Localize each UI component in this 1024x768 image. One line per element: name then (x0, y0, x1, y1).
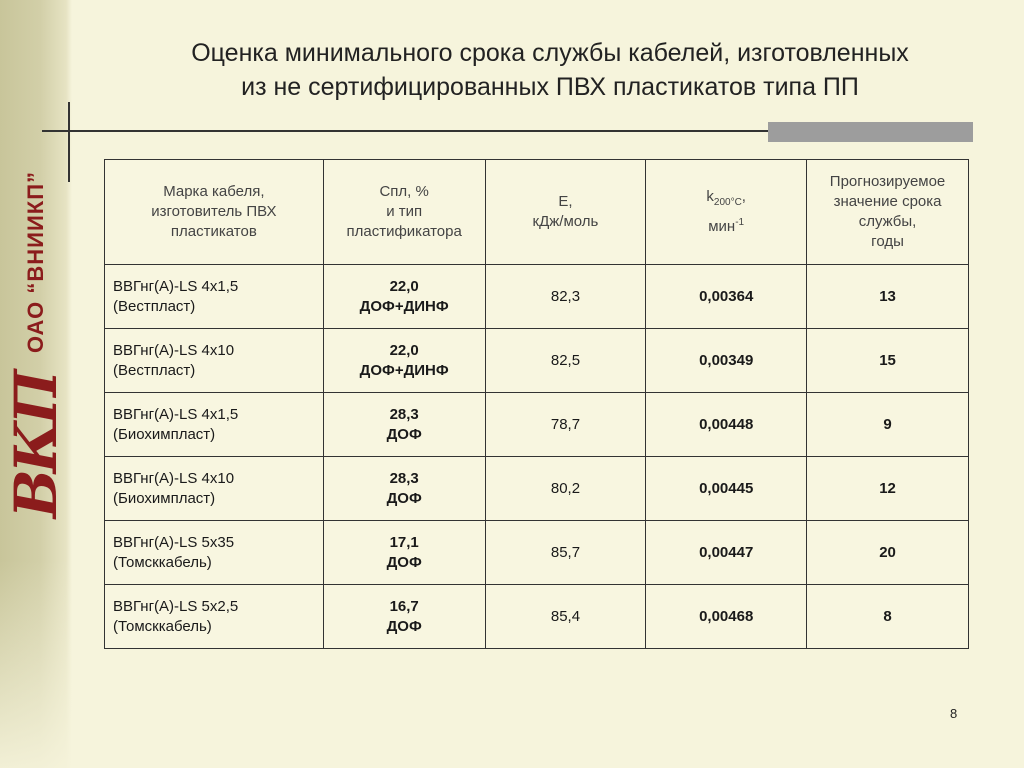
cell-brand: ВВГнг(А)-LS 5х2,5 (Томсккабель) (105, 585, 324, 649)
cell-k: 0,00468 (646, 585, 807, 649)
title-line-1: Оценка минимального срока службы кабелей, изготовленных (191, 39, 909, 67)
header-life: Прогнозируемое значение срока службы, годы (807, 160, 969, 265)
cell-energy: 82,3 (485, 265, 646, 329)
cell-life: 9 (807, 393, 969, 457)
cell-life: 20 (807, 521, 969, 585)
cell-energy: 85,7 (485, 521, 646, 585)
cell-life: 12 (807, 457, 969, 521)
cell-life: 8 (807, 585, 969, 649)
band-fade (0, 560, 72, 768)
cell-brand: ВВГнг(А)-LS 4х10 (Вестпласт) (105, 329, 324, 393)
cell-k: 0,00445 (646, 457, 807, 521)
logo-text: ВКП (2, 373, 70, 519)
cell-brand: ВВГнг(А)-LS 4х1,5 (Биохимпласт) (105, 393, 324, 457)
vertical-divider (68, 102, 70, 182)
cell-spl: 22,0 ДОФ+ДИНФ (323, 329, 485, 393)
header-k: $k_{200^\circ С}$, мин$^{-1}$ (646, 160, 807, 265)
header-brand: Марка кабеля, изготовитель ПВХ пластикатов (105, 160, 324, 265)
cell-spl: 17,1 ДОФ (323, 521, 485, 585)
cell-life: 15 (807, 329, 969, 393)
company-logo (2, 374, 70, 519)
cell-energy: 82,5 (485, 329, 646, 393)
cell-spl: 28,3 ДОФ (323, 457, 485, 521)
table-row (105, 585, 969, 649)
table-row (105, 329, 969, 393)
cell-k: 0,00364 (646, 265, 807, 329)
cell-life: 13 (807, 265, 969, 329)
cell-spl: 22,0 ДОФ+ДИНФ (323, 265, 485, 329)
table-row (105, 521, 969, 585)
cell-k: 0,00447 (646, 521, 807, 585)
table-row (105, 265, 969, 329)
cell-brand: ВВГнг(А)-LS 4х10 (Биохимпласт) (105, 457, 324, 521)
cell-energy: 85,4 (485, 585, 646, 649)
slide-title (100, 36, 1000, 104)
header-energy: Е, кДж/моль (485, 160, 646, 265)
table-row (105, 457, 969, 521)
cable-life-table (104, 159, 969, 649)
cell-brand: ВВГнг(А)-LS 4х1,5 (Вестпласт) (105, 265, 324, 329)
cell-spl: 28,3 ДОФ (323, 393, 485, 457)
title-line-2: из не сертифицированных ПВХ пластикатов типа ПП (241, 73, 859, 101)
cell-energy: 78,7 (485, 393, 646, 457)
cell-spl: 16,7 ДОФ (323, 585, 485, 649)
table-header-row (105, 160, 969, 265)
cell-k: 0,00349 (646, 329, 807, 393)
page-number: 8 (950, 706, 958, 721)
table-row (105, 393, 969, 457)
cell-brand: ВВГнг(А)-LS 5х35 (Томсккабель) (105, 521, 324, 585)
decorative-gray-bar (768, 122, 973, 142)
header-spl: Спл, % и тип пластификатора (323, 160, 485, 265)
cell-k: 0,00448 (646, 393, 807, 457)
organization-name: ОАО “ВНИИКП” (23, 170, 48, 354)
cell-energy: 80,2 (485, 457, 646, 521)
